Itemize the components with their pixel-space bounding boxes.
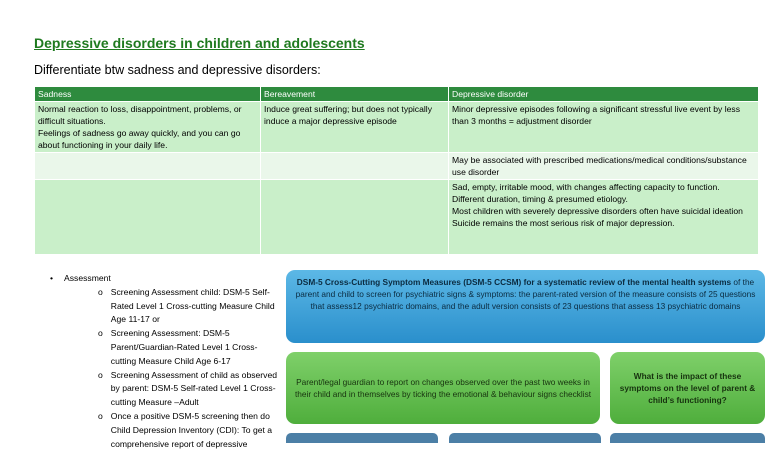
circle-bullet-icon: o — [98, 410, 103, 421]
assessment-list — [50, 272, 280, 451]
list-item — [98, 286, 280, 327]
circle-bullet-icon: o — [98, 369, 103, 380]
blue-box-bottom-middle — [449, 433, 601, 443]
table-cell: Minor depressive episodes following a significant stressful live event by less than 3 months = adjustment disorder — [449, 102, 759, 153]
table-row — [35, 102, 759, 153]
table-header-row — [35, 87, 759, 102]
assessment-label: Assessment — [64, 273, 111, 283]
assessment-heading — [50, 272, 280, 286]
blue-box-bottom-right — [610, 433, 765, 443]
table-cell: Induce great suffering; but does not typically induce a major depressive episode — [261, 102, 449, 153]
table-cell — [35, 180, 261, 255]
list-item — [98, 327, 280, 368]
list-item-text: Screening Assessment: DSM-5 Parent/Guardian-Rated Level 1 Cross-cutting Measure Child Age 6-17 — [110, 328, 258, 366]
header-depressive-disorder: Depressive disorder — [449, 87, 759, 102]
table-cell: May be associated with prescribed medications/medical conditions/substance use disorder — [449, 153, 759, 180]
list-item — [98, 369, 280, 410]
parent-report-box — [286, 352, 600, 424]
list-item-text: Screening Assessment child: DSM-5 Self-Rated Level 1 Cross-cutting Measure Child Age 11-17 or — [110, 286, 275, 325]
table-cell — [261, 180, 449, 255]
table-cell — [261, 153, 449, 180]
blue-box-bottom-left — [286, 433, 438, 443]
page-title: Depressive disorders in children and adolescents — [34, 35, 365, 51]
table-row — [35, 180, 759, 255]
header-sadness: Sadness — [35, 87, 261, 102]
impact-question-text: What is the impact of these symptoms on the level of parent & child’s functioning? — [619, 371, 756, 405]
impact-question-box — [610, 352, 765, 424]
ccsm-box-text: of the parent and child to screen for psychiatric signs & symptoms: the parent-rated version of the measure consists of 25 questions that assess12 psychiatric domains, and the adult version consists of 23 questions that assess 13 psychiatric domains — [295, 277, 756, 311]
circle-bullet-icon: o — [98, 328, 103, 339]
parent-report-text: Parent/legal guardian to report on changes observed over the past two weeks in their child and in themselves by ticking the emotional & behaviour signs checklist — [294, 377, 592, 399]
bullet-icon: • — [50, 273, 54, 283]
page-subtitle: Differentiate btw sadness and depressive disorders: — [34, 63, 321, 77]
table-row — [35, 153, 759, 180]
header-bereavement: Bereavement — [261, 87, 449, 102]
table-cell: Normal reaction to loss, disappointment, problems, or difficult situations. Feelings of sadness go away quickly, and you can go about functioning in your daily life. — [35, 102, 261, 153]
list-item-text: Once a positive DSM-5 screening then do Child Depression Inventory (CDI): To get a comprehensive report of depressive — [110, 410, 273, 449]
comparison-table — [34, 86, 759, 255]
ccsm-box-heading: DSM-5 Cross-Cutting Symptom Measures (DSM-5 CCSM) for a systematic review of the mental health systems — [296, 277, 732, 287]
circle-bullet-icon: o — [98, 286, 103, 297]
table-cell: Sad, empty, irritable mood, with changes affecting capacity to function. Different duration, timing & presumed etiology. Most children with severely depressive disorders often have suicidal ideation Suicide remains the most serious risk of major depression. — [449, 180, 759, 255]
list-item — [98, 410, 280, 451]
list-item-text: Screening Assessment of child as observed by parent: DSM-5 Self-rated Level 1 Cross-cutting Measure –Adult — [110, 369, 278, 408]
table-cell — [35, 153, 261, 180]
ccsm-info-box — [286, 270, 765, 343]
